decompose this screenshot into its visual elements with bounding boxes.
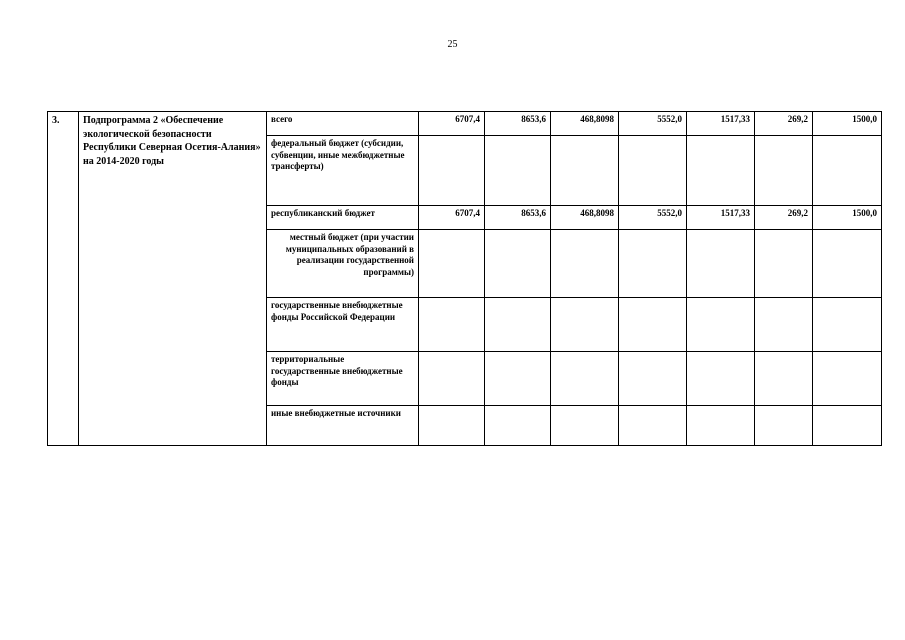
value-cell [485,406,551,446]
value-cell: 269,2 [755,112,813,136]
value-cell [485,298,551,352]
funding-source: всего [267,112,419,136]
value-cell [687,352,755,406]
funding-source: территориальные государственные внебюджетные фонды [267,352,419,406]
value-cell [813,136,882,206]
value-cell [687,230,755,298]
value-cell [419,406,485,446]
value-cell [419,298,485,352]
value-cell [619,230,687,298]
value-cell [551,298,619,352]
program-name: Подпрограмма 2 «Обеспечение экологической безопасности Республики Северная Осетия-Алания» на 2014-2020 годы [79,112,267,446]
value-cell [551,352,619,406]
funding-source: государственные внебюджетные фонды Российской Федерации [267,298,419,352]
value-cell [419,136,485,206]
value-cell [419,352,485,406]
value-cell: 6707,4 [419,206,485,230]
value-cell: 5552,0 [619,112,687,136]
value-cell [813,298,882,352]
page-number: 25 [447,39,458,50]
value-cell: 1517,33 [687,112,755,136]
value-cell: 8653,6 [485,112,551,136]
funding-source: федеральный бюджет (субсидии, субвенции, иные межбюджетные трансферты) [267,136,419,206]
value-cell [813,352,882,406]
value-cell [755,136,813,206]
value-cell [619,136,687,206]
value-cell [619,298,687,352]
funding-source: республиканский бюджет [267,206,419,230]
value-cell: 8653,6 [485,206,551,230]
value-cell [619,406,687,446]
value-cell [551,230,619,298]
value-cell [813,406,882,446]
value-cell [419,230,485,298]
value-cell [619,352,687,406]
value-cell [755,406,813,446]
value-cell [687,298,755,352]
table-row [48,112,882,136]
value-cell [485,136,551,206]
value-cell [687,406,755,446]
value-cell: 1500,0 [813,112,882,136]
value-cell [755,298,813,352]
value-cell: 5552,0 [619,206,687,230]
value-cell: 468,8098 [551,206,619,230]
value-cell: 1517,33 [687,206,755,230]
value-cell [485,230,551,298]
value-cell [551,406,619,446]
funding-table [47,111,882,446]
value-cell [755,230,813,298]
value-cell [551,136,619,206]
row-index: 3. [48,112,79,446]
value-cell: 468,8098 [551,112,619,136]
value-cell [485,352,551,406]
value-cell: 269,2 [755,206,813,230]
value-cell: 1500,0 [813,206,882,230]
value-cell [755,352,813,406]
funding-source: иные внебюджетные источники [267,406,419,446]
value-cell: 6707,4 [419,112,485,136]
funding-source: местный бюджет (при участии муниципальных образований в реализации государственной программы) [267,230,419,298]
value-cell [687,136,755,206]
value-cell [813,230,882,298]
